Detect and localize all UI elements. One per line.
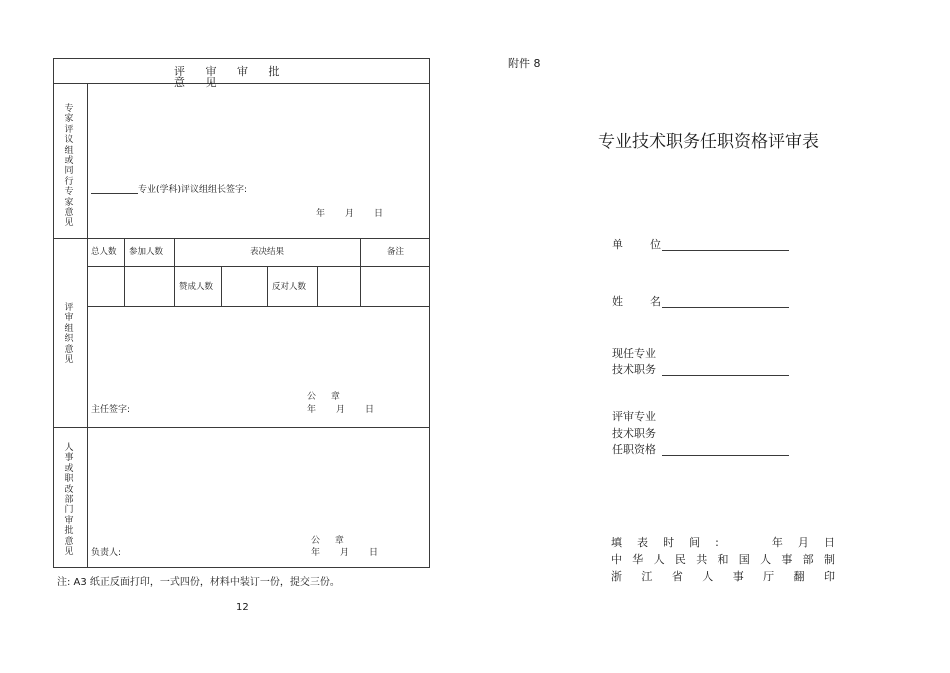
field-name-blank[interactable] <box>662 307 789 308</box>
expert-signature-label: 专业(学科)评议组组长签字: <box>138 185 248 195</box>
org-signature-label: 主任签字: <box>91 405 131 415</box>
issuer-char: 民 <box>674 553 686 566</box>
org-date-month: 月 <box>336 405 346 415</box>
issuer-char: 事 <box>781 553 793 566</box>
expert-section-label: 专家评议组或同行专家意见 <box>64 104 74 229</box>
discipline-blank <box>91 193 138 194</box>
fill-time-char: 间 <box>689 536 701 549</box>
attachment-label: 附件 8 <box>508 57 541 70</box>
issuer-char: 人 <box>760 553 772 566</box>
expert-date-month: 月 <box>345 209 355 219</box>
field-review-blank[interactable] <box>662 455 789 456</box>
field-review-line-3: 任职资格 <box>612 443 656 456</box>
reprint-char: 事 <box>732 570 744 583</box>
reprint-char: 省 <box>671 570 683 583</box>
fill-time-char: 时 <box>663 536 675 549</box>
reprint-row <box>611 571 835 582</box>
field-current-line-2: 技术职务 <box>612 363 656 376</box>
field-name-char-2: 名 <box>650 295 661 308</box>
reprint-char: 浙 <box>611 570 622 583</box>
header-participants: 参加人数 <box>129 247 164 257</box>
table-title-text: 评 审 审 批 意 见 <box>174 65 288 89</box>
reprint-char: 厅 <box>763 570 775 583</box>
issuer-char: 华 <box>632 553 644 566</box>
issuer-char: 共 <box>696 553 708 566</box>
issuer-char: 制 <box>823 553 835 566</box>
hr-section-label: 人事或职改部门审批意见 <box>64 443 74 558</box>
field-unit-blank[interactable] <box>662 250 789 251</box>
field-name-char-1: 姓 <box>612 295 623 308</box>
field-review-line-1: 评审专业 <box>612 410 656 423</box>
form-title: 专业技术职务任职资格评审表 <box>598 132 819 152</box>
print-note: 注: A3 纸正反面打印，一式四份，材料中装订一份，提交三份。 <box>57 577 340 588</box>
reprint-char: 人 <box>702 570 714 583</box>
hr-date-day: 日 <box>369 548 379 558</box>
org-date-year: 年 <box>307 405 317 415</box>
fill-time-char: 填 <box>611 536 622 549</box>
fill-time-month: 月 <box>797 536 809 549</box>
field-review-line-2: 技术职务 <box>612 427 656 440</box>
header-total: 总人数 <box>91 247 117 257</box>
subheader-oppose: 反对人数 <box>272 282 307 292</box>
fill-time-row <box>611 537 835 548</box>
org-seal: 公 章 <box>307 392 340 402</box>
field-current-line-1: 现任专业 <box>612 347 656 360</box>
reprint-char: 江 <box>641 570 653 583</box>
hr-date-month: 月 <box>340 548 350 558</box>
fill-time-char: : <box>715 536 719 549</box>
issuer-char: 和 <box>717 553 729 566</box>
field-unit-char-2: 位 <box>650 238 661 251</box>
header-remarks: 备注 <box>387 247 405 257</box>
fill-time-day: 日 <box>823 536 835 549</box>
issuer-char: 国 <box>738 553 750 566</box>
hr-date-year: 年 <box>311 548 321 558</box>
issuer-char: 中 <box>611 553 622 566</box>
subheader-approve: 赞成人数 <box>179 282 214 292</box>
org-date-day: 日 <box>365 405 375 415</box>
page-number: 12 <box>236 602 249 613</box>
hr-seal: 公 章 <box>311 536 344 546</box>
issuer-row <box>611 554 835 565</box>
field-unit-char-1: 单 <box>612 238 623 251</box>
table-title <box>174 66 307 88</box>
field-current-blank[interactable] <box>662 375 789 376</box>
reprint-char: 印 <box>823 570 835 583</box>
issuer-char: 部 <box>802 553 814 566</box>
header-vote-result: 表决结果 <box>250 247 285 257</box>
expert-date-year: 年 <box>316 209 326 219</box>
fill-time-char: 表 <box>637 536 649 549</box>
hr-signature-label: 负责人: <box>91 548 122 558</box>
fill-time-year: 年 <box>771 536 783 549</box>
expert-date-day: 日 <box>374 209 384 219</box>
reprint-char: 翻 <box>793 570 805 583</box>
issuer-char: 人 <box>653 553 665 566</box>
org-section-label: 评审组织意见 <box>64 303 74 366</box>
